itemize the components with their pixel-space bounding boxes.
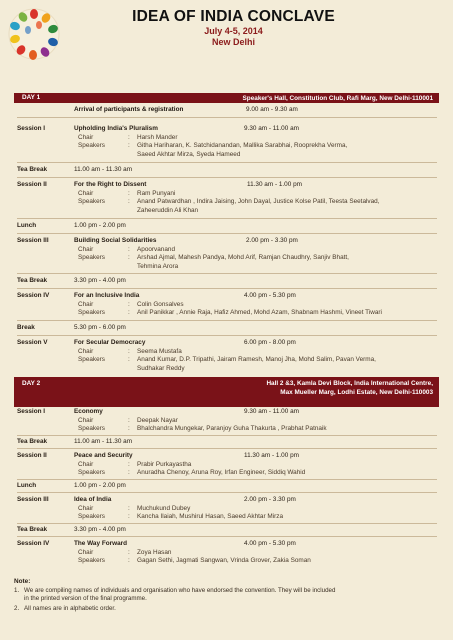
note-2 bbox=[14, 605, 444, 613]
d2-s3-label: Session III bbox=[17, 496, 49, 503]
divider bbox=[17, 536, 437, 537]
colon: : bbox=[128, 348, 130, 355]
d1-s1-title: Upholding India's Pluralism bbox=[74, 125, 158, 132]
colon: : bbox=[128, 246, 130, 253]
day2-venue bbox=[266, 379, 433, 397]
d1-s3-label: Session III bbox=[17, 237, 49, 244]
divider bbox=[17, 479, 437, 480]
colon: : bbox=[128, 254, 130, 261]
d2-s4-speakers-label: Speakers bbox=[78, 557, 105, 564]
d1-lunch-time: 1.00 pm - 2.00 pm bbox=[74, 222, 126, 229]
d1-s4-title: For an Inclusive India bbox=[74, 292, 140, 299]
divider bbox=[17, 448, 437, 449]
day1-label: DAY 1 bbox=[22, 94, 41, 101]
d2-s4-chair-label: Chair bbox=[78, 549, 94, 556]
d2-s2-speakers-label: Speakers bbox=[78, 469, 105, 476]
colon: : bbox=[128, 190, 130, 197]
d1-s1-chair: Harsh Mander bbox=[137, 134, 178, 141]
d2-s3-chair-label: Chair bbox=[78, 505, 94, 512]
notes-title: Note: bbox=[14, 578, 31, 585]
colon: : bbox=[128, 417, 130, 424]
d1-s5-speakers-1: Anand Kumar, D.P. Tripathi, Jairam Ramesh, Manoj Jha, Mohd Salim, Pavan Verma, bbox=[137, 356, 376, 363]
d1-s5-time: 6.00 pm - 8.00 pm bbox=[244, 339, 296, 346]
d1-s3-chair: Apoorvanand bbox=[137, 246, 176, 253]
d1-s4-speakers-label: Speakers bbox=[78, 309, 105, 316]
d2-lunch-time: 1.00 pm - 2.00 pm bbox=[74, 482, 126, 489]
colon: : bbox=[128, 198, 130, 205]
d2-s1-title: Economy bbox=[74, 408, 103, 415]
colon: : bbox=[128, 461, 130, 468]
d1-s5-speakers-2: Sudhakar Reddy bbox=[137, 365, 185, 372]
day2-venue-line-2: Max Mueller Marg, Lodhi Estate, New Delhi-110003 bbox=[280, 389, 433, 396]
d1-s4-time: 4.00 pm - 5.30 pm bbox=[244, 292, 296, 299]
d2-s4-title: The Way Forward bbox=[74, 540, 128, 547]
divider bbox=[17, 320, 437, 321]
d2-s3-chair: Muchukund Dubey bbox=[137, 505, 191, 512]
d2-s3-title: Idea of India bbox=[74, 496, 112, 503]
d2-s3-time: 2.00 pm - 3.30 pm bbox=[244, 496, 296, 503]
d1-tea1-time: 11.00 am - 11.30 am bbox=[74, 166, 133, 173]
d1-s1-time: 9.30 am - 11.00 am bbox=[244, 125, 299, 132]
d1-s3-chair-label: Chair bbox=[78, 246, 94, 253]
d1-s2-label: Session II bbox=[17, 181, 47, 188]
d1-s3-speakers-1: Arshad Ajmal, Mahesh Pandya, Mohd Arif, Ramjan Chaudhry, Sanjiv Bhatt, bbox=[137, 254, 349, 261]
d1-s3-time: 2.00 pm - 3.30 pm bbox=[246, 237, 298, 244]
colon: : bbox=[128, 301, 130, 308]
d1-s4-chair-label: Chair bbox=[78, 301, 94, 308]
d1-s2-speakers-1: Anand Patwardhan , Indira Jaising, John Dayal, Justice Kolse Patil, Teesta Seetalvad, bbox=[137, 198, 380, 205]
d1-s1-speakers-label: Speakers bbox=[78, 142, 105, 149]
colon: : bbox=[128, 309, 130, 316]
d2-lunch-label: Lunch bbox=[17, 482, 37, 489]
colon: : bbox=[128, 142, 130, 149]
colon: : bbox=[128, 469, 130, 476]
divider bbox=[17, 177, 437, 178]
divider bbox=[17, 162, 437, 163]
d1-break-label: Break bbox=[17, 324, 35, 331]
d1-lunch-label: Lunch bbox=[17, 222, 37, 229]
d1-tea2-label: Tea Break bbox=[17, 277, 48, 284]
arrival-text: Arrival of participants & registration bbox=[74, 106, 184, 113]
colon: : bbox=[128, 425, 130, 432]
note-2-text: All names are in alphabetic order. bbox=[24, 605, 116, 612]
d1-s5-label: Session V bbox=[17, 339, 48, 346]
d2-s4-label: Session IV bbox=[17, 540, 50, 547]
d2-s1-label: Session I bbox=[17, 408, 46, 415]
d1-s1-speakers-1: Githa Hariharan, K. Satchidanandan, Mallika Sarabhai, Rooprekha Verma, bbox=[137, 142, 348, 149]
d2-s2-title: Peace and Security bbox=[74, 452, 133, 459]
day2-bar bbox=[14, 377, 439, 407]
d1-s5-chair: Seema Mustafa bbox=[137, 348, 182, 355]
note-1 bbox=[14, 587, 444, 595]
arrival-time: 9.00 am - 9.30 am bbox=[246, 106, 298, 113]
colon: : bbox=[128, 134, 130, 141]
page-title: IDEA OF INDIA CONCLAVE bbox=[132, 8, 335, 25]
divider bbox=[17, 288, 437, 289]
d1-s3-title: Building Social Solidarities bbox=[74, 237, 157, 244]
d1-s4-label: Session IV bbox=[17, 292, 50, 299]
divider bbox=[17, 492, 437, 493]
d2-s2-chair-label: Chair bbox=[78, 461, 94, 468]
note-1-line-2: in the printed version of the final programme. bbox=[24, 595, 147, 602]
d1-s1-label: Session I bbox=[17, 125, 46, 132]
d1-s4-speakers-1: Anil Panikkar , Annie Raja, Hafiz Ahmed, Mohd Azam, Shabnam Hashmi, Vineet Tiwari bbox=[137, 309, 382, 316]
d2-s2-label: Session II bbox=[17, 452, 47, 459]
divider bbox=[17, 523, 437, 524]
d2-s4-time: 4.00 pm - 5.30 pm bbox=[244, 540, 296, 547]
d1-s4-chair: Colin Gonsalves bbox=[137, 301, 184, 308]
d2-s4-chair: Zoya Hasan bbox=[137, 549, 172, 556]
d2-s1-chair-label: Chair bbox=[78, 417, 94, 424]
day2-venue-line-1: Hall 2 &3, Kamla Devi Block, India International Centre, bbox=[266, 380, 433, 387]
colon: : bbox=[128, 505, 130, 512]
d2-tea1-time: 11.00 am - 11.30 am bbox=[74, 438, 133, 445]
d2-tea2-label: Tea Break bbox=[17, 526, 48, 533]
d1-s5-speakers-label: Speakers bbox=[78, 356, 105, 363]
d1-s2-speakers-label: Speakers bbox=[78, 198, 105, 205]
d2-s1-speakers-label: Speakers bbox=[78, 425, 105, 432]
divider bbox=[17, 435, 437, 436]
d1-s5-title: For Secular Democracy bbox=[74, 339, 146, 346]
d1-tea2-time: 3.30 pm - 4.00 pm bbox=[74, 277, 126, 284]
d2-tea1-label: Tea Break bbox=[17, 438, 48, 445]
divider bbox=[17, 218, 437, 219]
d1-s3-speakers-2: Tehmina Arora bbox=[137, 263, 179, 270]
day1-bar bbox=[14, 93, 439, 103]
note-1-number: 1. bbox=[14, 587, 20, 594]
d1-break-time: 5.30 pm - 6.00 pm bbox=[74, 324, 126, 331]
d1-s5-chair-label: Chair bbox=[78, 348, 94, 355]
d1-s2-title: For the Right to Dissent bbox=[74, 181, 147, 188]
d1-s2-chair-label: Chair bbox=[78, 190, 94, 197]
d2-s1-time: 9.30 am - 11.00 am bbox=[244, 408, 299, 415]
divider bbox=[17, 335, 437, 336]
event-dates: July 4-5, 2014 bbox=[204, 26, 263, 36]
colon: : bbox=[128, 557, 130, 564]
d2-s4-speakers-1: Gagan Sethi, Jagmati Sangwan, Vrinda Grover, Zakia Soman bbox=[137, 557, 311, 564]
d2-s2-time: 11.30 am - 1.00 pm bbox=[244, 452, 299, 459]
event-city: New Delhi bbox=[211, 37, 255, 47]
colon: : bbox=[128, 549, 130, 556]
d1-s3-speakers-label: Speakers bbox=[78, 254, 105, 261]
d1-s2-chair: Ram Punyani bbox=[137, 190, 176, 197]
d2-s1-chair: Deepak Nayar bbox=[137, 417, 178, 424]
d2-s1-speakers-1: Bhalchandra Mungekar, Paranjoy Guha Thakurta , Prabhat Patnaik bbox=[137, 425, 327, 432]
colon: : bbox=[128, 513, 130, 520]
colon: : bbox=[128, 356, 130, 363]
day1-venue: Speaker's Hall, Constitution Club, Rafi Marg, New Delhi-110001 bbox=[242, 95, 433, 102]
d1-tea1-label: Tea Break bbox=[17, 166, 48, 173]
d2-s2-chair: Prabir Purkayastha bbox=[137, 461, 192, 468]
note-1-line-1: We are compiling names of individuals and organisation who have endorsed the convention. They will be included bbox=[24, 587, 336, 594]
divider bbox=[17, 233, 437, 234]
divider bbox=[17, 273, 437, 274]
divider bbox=[17, 117, 437, 118]
d2-s3-speakers-1: Kancha Ilaiah, Mushirul Hasan, Saeed Akhtar Mirza bbox=[137, 513, 283, 520]
d1-s2-speakers-2: Zaheeruddin Ali Khan bbox=[137, 207, 199, 214]
d1-s1-chair-label: Chair bbox=[78, 134, 94, 141]
d1-s1-speakers-2: Saeed Akhtar Mirza, Syeda Hameed bbox=[137, 151, 241, 158]
d2-s3-speakers-label: Speakers bbox=[78, 513, 105, 520]
note-2-number: 2. bbox=[14, 605, 20, 612]
d1-s2-time: 11.30 am - 1.00 pm bbox=[247, 181, 302, 188]
d2-tea2-time: 3.30 pm - 4.00 pm bbox=[74, 526, 126, 533]
programme-header bbox=[0, 8, 453, 48]
day2-label: DAY 2 bbox=[22, 380, 41, 387]
d2-s2-speakers-1: Anuradha Chenoy, Aruna Roy, Irfan Engineer, Siddiq Wahid bbox=[137, 469, 306, 476]
